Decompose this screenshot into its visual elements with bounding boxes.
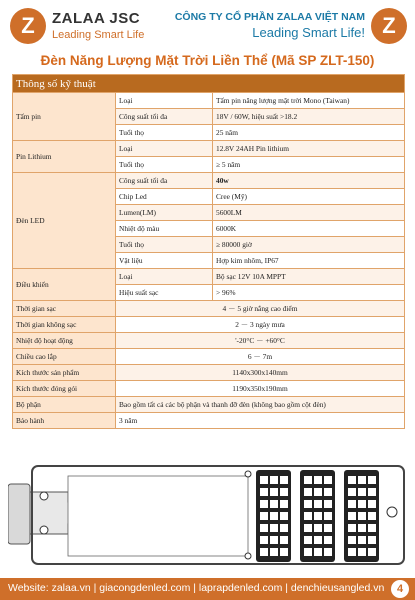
row-value: Cree (Mỹ) xyxy=(213,189,405,205)
row-value: 40w xyxy=(213,173,405,189)
row-sub-label: Tuổi thọ xyxy=(116,125,213,141)
company-name: CÔNG TY CỔ PHẦN ZALAA VIỆT NAM xyxy=(174,11,365,23)
table-row xyxy=(13,397,405,413)
row-sub-label: Lumen(LM) xyxy=(116,205,213,221)
row-sub-label: Nhiệt độ màu xyxy=(116,221,213,237)
page-footer xyxy=(0,578,415,600)
row-value: 1190x350x190mm xyxy=(116,381,405,397)
row-label: Thời gian sạc xyxy=(13,301,116,317)
table-row xyxy=(13,269,405,285)
row-sub-label: Loại xyxy=(116,141,213,157)
group-label-den-led: Đèn LED xyxy=(13,173,116,269)
table-row xyxy=(13,333,405,349)
table-row xyxy=(13,365,405,381)
table-row xyxy=(13,93,405,109)
row-sub-label: Vật liệu xyxy=(116,253,213,269)
table-row xyxy=(13,173,405,189)
zalaa-logo-right-icon: Z xyxy=(371,8,407,44)
table-row xyxy=(13,381,405,397)
solar-street-light-icon xyxy=(8,462,407,567)
row-value: '-20°C － +60°C xyxy=(116,333,405,349)
row-label: Bảo hành xyxy=(13,413,116,429)
footer-websites: Website: zalaa.vn | giacongdenled.com | laprapdenled.com | denchieusangled.vn xyxy=(8,582,385,594)
page-number: 4 xyxy=(391,580,409,598)
row-label: Nhiệt độ hoạt động xyxy=(13,333,116,349)
row-value: Bao gồm tất cả các bộ phận và thanh đỡ đèn (không bao gồm cột đèn) xyxy=(116,397,405,413)
spec-table xyxy=(12,74,405,429)
spec-section-header xyxy=(13,75,405,93)
zalaa-logo-icon: Z xyxy=(10,8,46,44)
group-label-pin-lithium: Pin Lithium xyxy=(13,141,116,173)
table-row xyxy=(13,413,405,429)
row-label: Thời gian không sạc xyxy=(13,317,116,333)
row-value: > 96% xyxy=(213,285,405,301)
row-sub-label: Loại xyxy=(116,269,213,285)
row-value: 6000K xyxy=(213,221,405,237)
row-value: 25 năm xyxy=(213,125,405,141)
product-image xyxy=(8,462,407,567)
row-sub-label: Loại xyxy=(116,93,213,109)
row-value: Bộ sạc 12V 10A MPPT xyxy=(213,269,405,285)
row-value: Tấm pin năng lượng mặt trời Mono (Taiwan) xyxy=(213,93,405,109)
row-sub-label: Hiệu suất sạc xyxy=(116,285,213,301)
row-sub-label: Chip Led xyxy=(116,189,213,205)
row-value: ≥ 80000 giờ xyxy=(213,237,405,253)
page-title: Đèn Năng Lượng Mặt Trời Liền Thể (Mã SP ZLT-150) xyxy=(40,53,375,68)
row-sub-label: Tuổi thọ xyxy=(116,157,213,173)
row-sub-label: Công suất tối đa xyxy=(116,109,213,125)
section-title: Thông số kỹ thuật xyxy=(13,75,405,93)
row-label: Bộ phận xyxy=(13,397,116,413)
row-label: Kích thước sản phẩm xyxy=(13,365,116,381)
row-value: 3 năm xyxy=(116,413,405,429)
row-value: 4 － 5 giờ nắng cao điểm xyxy=(116,301,405,317)
row-sub-label: Công suất tối đa xyxy=(116,173,213,189)
page-header xyxy=(0,0,415,52)
group-label-dieu-khien: Điều khiển xyxy=(13,269,116,301)
row-value: Hợp kim nhôm, IP67 xyxy=(213,253,405,269)
table-row xyxy=(13,317,405,333)
row-value: 12.8V 24AH Pin lithium xyxy=(213,141,405,157)
table-row xyxy=(13,301,405,317)
table-row xyxy=(13,349,405,365)
row-value: 5600LM xyxy=(213,205,405,221)
group-label-tam-pin: Tấm pin xyxy=(13,93,116,141)
row-value: 1140x300x140mm xyxy=(116,365,405,381)
row-label: Chiều cao lắp xyxy=(13,349,116,365)
brand-tagline: Leading Smart Life xyxy=(52,29,145,41)
table-row xyxy=(13,141,405,157)
row-value: ≥ 5 năm xyxy=(213,157,405,173)
company-slogan: Leading Smart Life! xyxy=(252,25,365,40)
row-value: 2 － 3 ngày mưa xyxy=(116,317,405,333)
row-value: 6 － 7m xyxy=(116,349,405,365)
row-sub-label: Tuổi thọ xyxy=(116,237,213,253)
brand-name: ZALAA JSC xyxy=(52,10,141,27)
row-label: Kích thước đóng gói xyxy=(13,381,116,397)
row-value: 18V / 60W, hiệu suất >18.2 xyxy=(213,109,405,125)
